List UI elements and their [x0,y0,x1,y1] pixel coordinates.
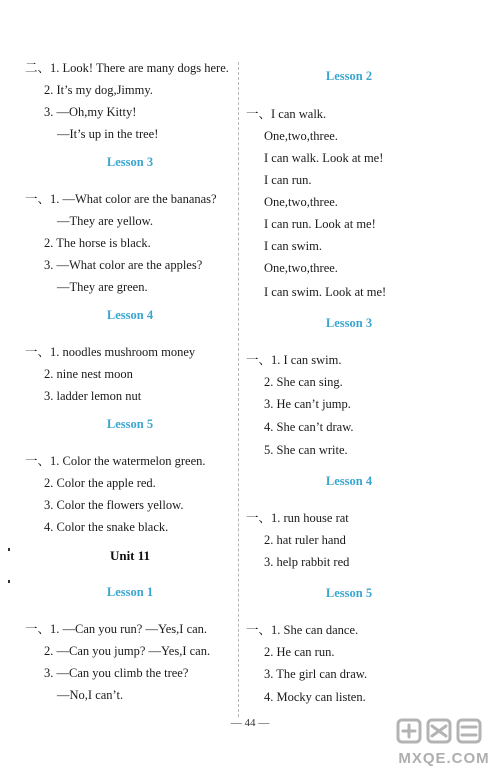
right-l5-line-2: 2. He can run. [264,645,335,659]
page-number: — 44 — [230,717,270,729]
left-l5-line-2: 2. Color the apple red. [44,476,156,490]
left-s2-line-4: —It’s up in the tree! [57,127,159,141]
right-l2-line-7: I can swim. [264,239,322,253]
right-l2-line-5: One,two,three. [264,195,338,209]
left-l3-line-1: 一、1. —What color are the bananas? [25,192,217,206]
right-l3-line-3: 3. He can’t jump. [264,397,351,411]
left-l3-line-3: 2. The horse is black. [44,236,151,250]
left-l3-line-4: 3. —What color are the apples? [44,258,203,272]
right-l2-line-2: One,two,three. [264,129,338,143]
left-l3-line-2: —They are yellow. [57,214,154,228]
left-l5-line-4: 4. Color the snake black. [44,520,169,534]
right-l3-line-5: 5. She can write. [264,443,348,457]
scan-speck [8,548,10,551]
right-l4-line-2: 2. hat ruler hand [264,533,346,547]
right-l3-line-2: 2. She can sing. [264,375,343,389]
right-l4-line-3: 3. help rabbit red [264,555,350,569]
watermark-logo-icon [392,714,496,770]
column-divider [238,62,239,717]
right-l5-line-1: 一、1. She can dance. [246,623,359,637]
right-l5-line-4: 4. Mocky can listen. [264,690,366,704]
left-l1-line-4: —No,I can’t. [57,688,124,702]
watermark-text: MXQE.COM [398,750,490,767]
right-l3-line-1: 一、1. I can swim. [246,353,342,367]
left-s2-line-2: 2. It’s my dog,Jimmy. [44,83,153,97]
left-lesson3-heading: Lesson 3 [106,155,154,169]
right-l2-line-3: I can walk. Look at me! [264,151,384,165]
scan-speck [8,580,10,583]
left-l4-line-3: 3. ladder lemon nut [44,389,142,403]
right-l2-line-4: I can run. [264,173,312,187]
left-s2-line-3: 3. —Oh,my Kitty! [44,105,137,119]
right-l2-line-8: One,two,three. [264,261,338,275]
left-l1-line-2: 2. —Can you jump? —Yes,I can. [44,644,211,658]
left-l1-line-1: 一、1. —Can you run? —Yes,I can. [25,622,208,636]
left-l5-line-3: 3. Color the flowers yellow. [44,498,184,512]
right-l2-line-1: 一、I can walk. [246,107,327,121]
right-l3-line-4: 4. She can’t draw. [264,420,354,434]
right-l5-line-3: 3. The girl can draw. [264,667,368,681]
left-s2-line-1: 二、1. Look! There are many dogs here. [25,61,229,75]
right-lesson5-heading: Lesson 5 [325,586,373,600]
right-lesson2-heading: Lesson 2 [325,69,373,83]
right-l2-line-9: I can swim. Look at me! [264,285,387,299]
left-l5-line-1: 一、1. Color the watermelon green. [25,454,206,468]
left-l1-line-3: 3. —Can you climb the tree? [44,666,189,680]
left-l3-line-5: —They are green. [57,280,148,294]
right-l4-line-1: 一、1. run house rat [246,511,349,525]
left-lesson1-heading: Lesson 1 [106,585,154,599]
left-l4-line-1: 一、1. noodles mushroom money [25,345,196,359]
left-lesson4-heading: Lesson 4 [106,308,154,322]
right-lesson3-heading: Lesson 3 [325,316,373,330]
left-lesson5-heading: Lesson 5 [106,417,154,431]
right-l2-line-6: I can run. Look at me! [264,217,376,231]
right-lesson4-heading: Lesson 4 [325,474,373,488]
unit-heading: Unit 11 [109,548,151,563]
left-l4-line-2: 2. nine nest moon [44,367,133,381]
